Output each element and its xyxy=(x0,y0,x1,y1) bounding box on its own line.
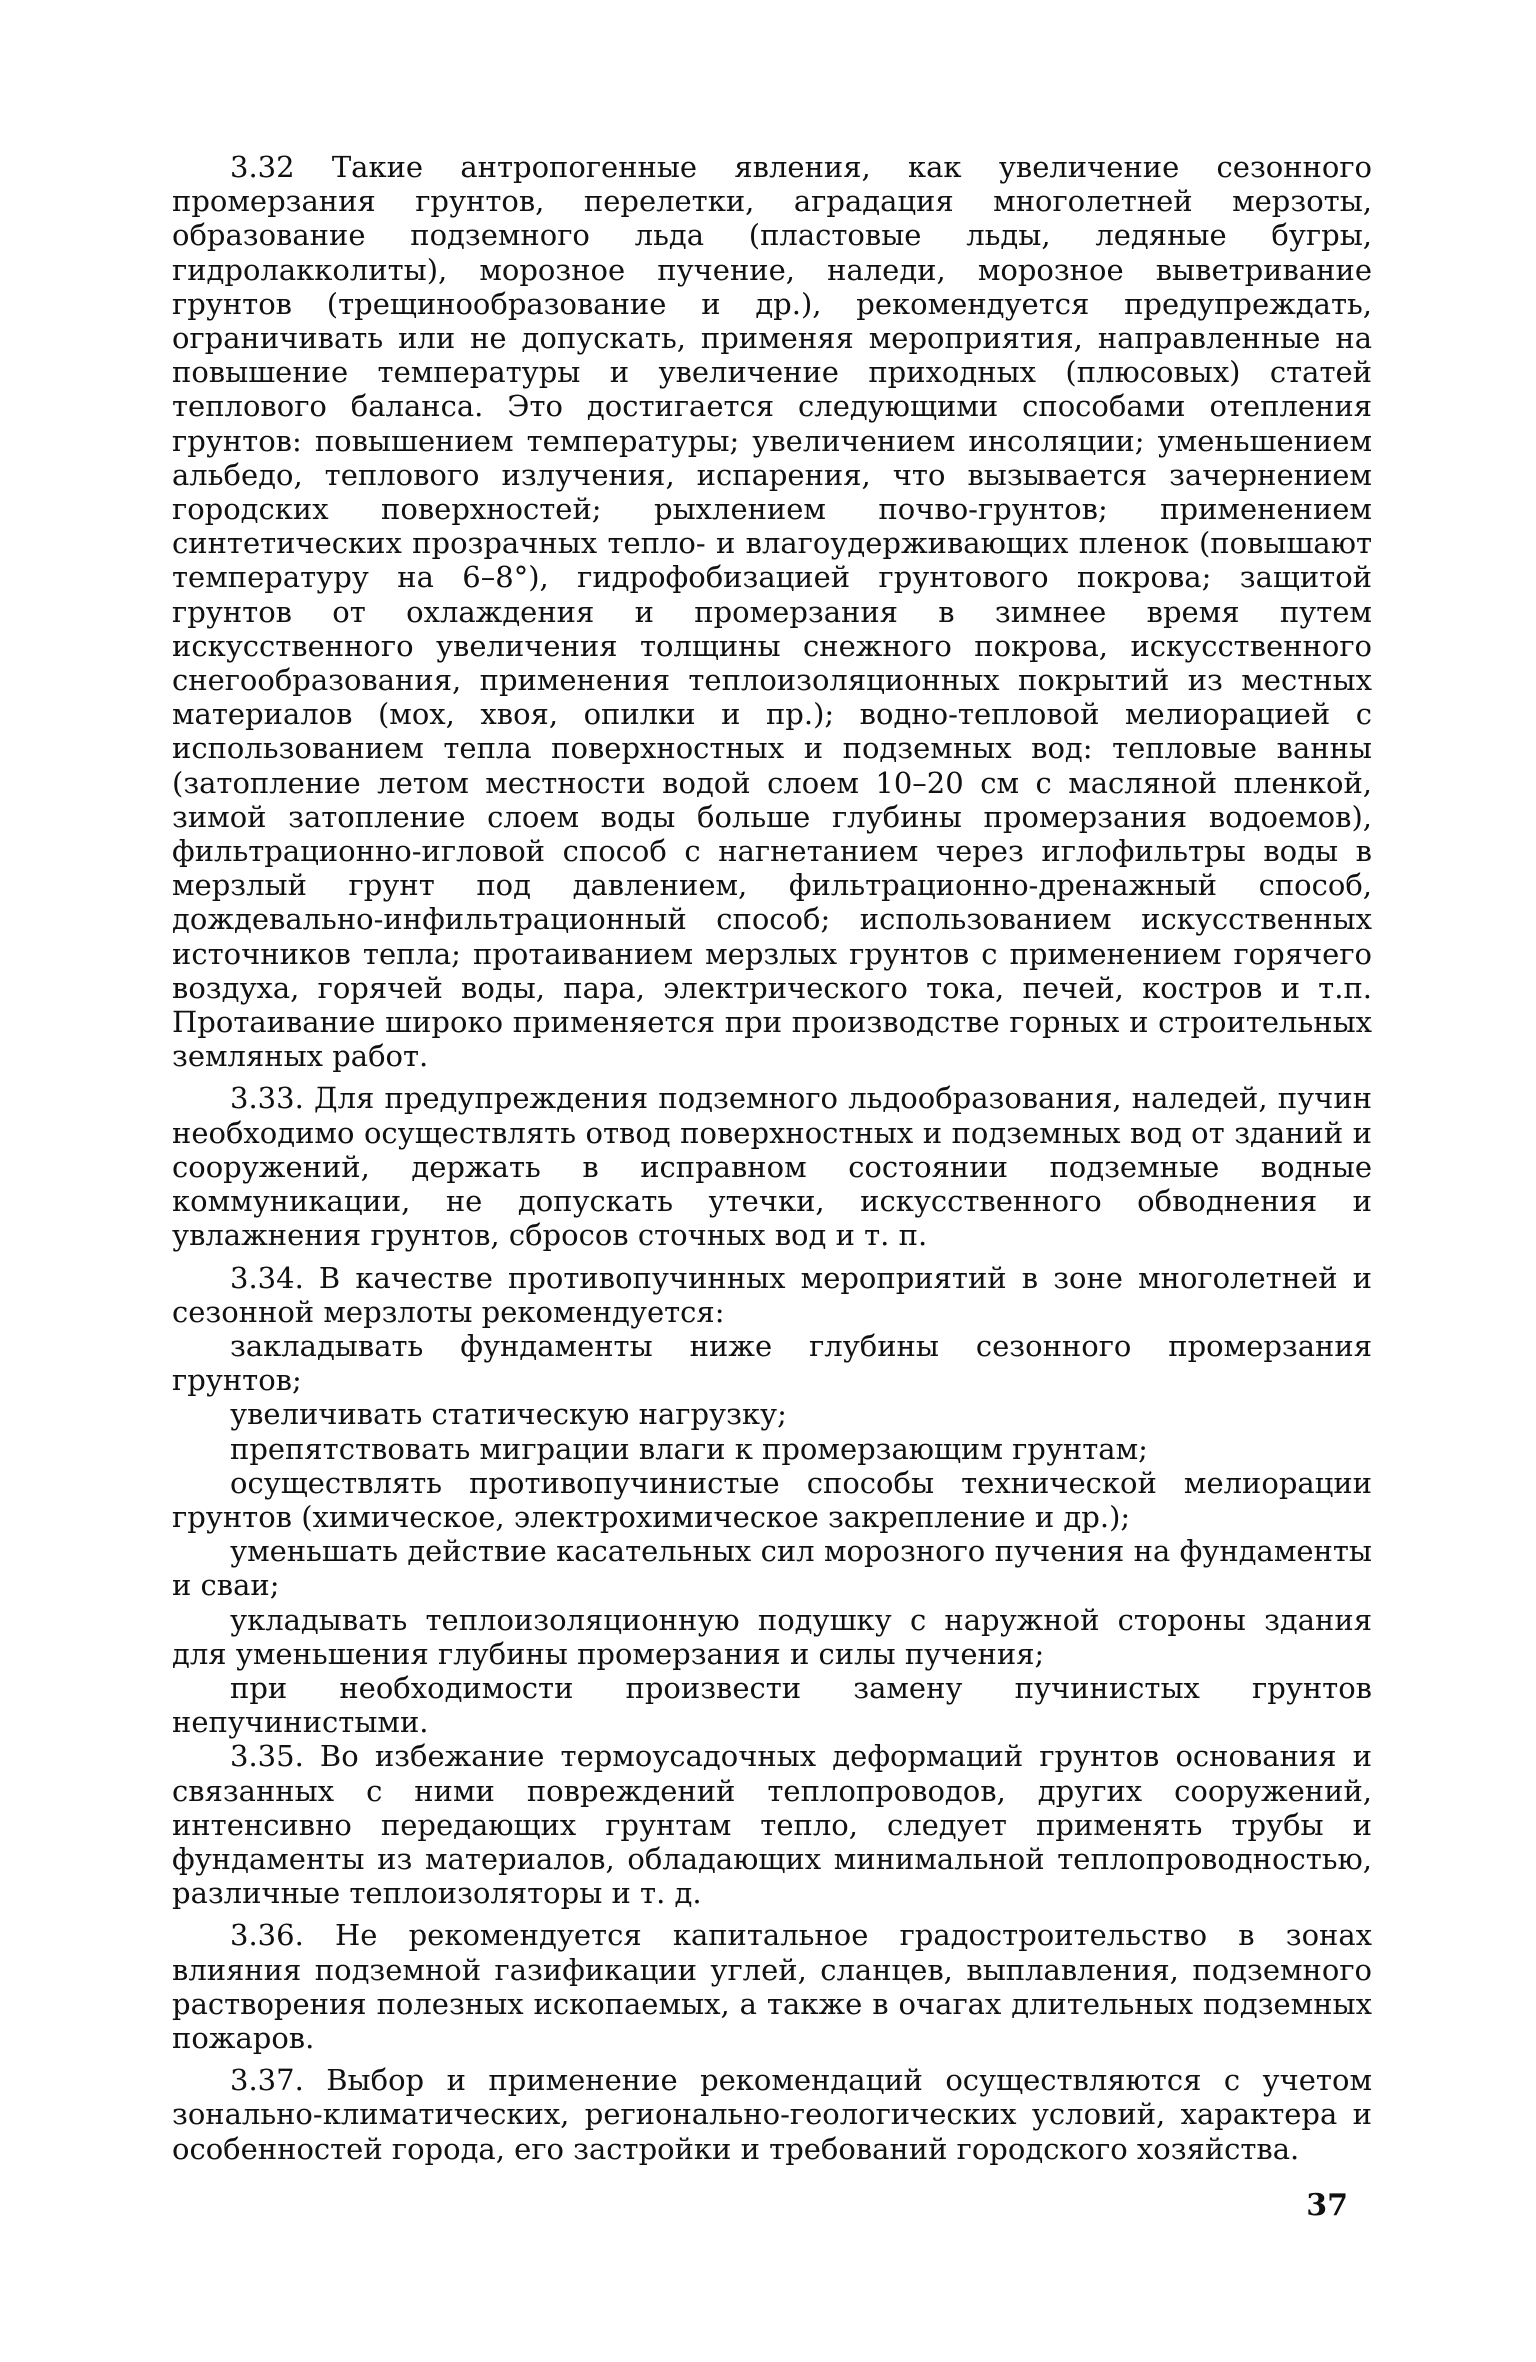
paragraph-3-36: 3.36. Не рекомендуется капитальное градостроительство в зонах влияния подземной газификации углей, сланцев, выплавления, подземного растворения полезных ископаемых, а также в очагах длительных подземных пожаров. xyxy=(172,1918,1372,2055)
paragraph-3-32: 3.32 Такие антропогенные явления, как увеличение сезонного промерзания грунтов, перелетки, аградация многолетней мерзоты, образование подземного льда (пластовые льды, ледяные бугры, гидролакколиты), морозное пучение, наледи, морозное выветривание грунтов (трещинообразование и др.), рекомендуется предупреждать, ограничивать или не допускать, применяя мероприятия, направленные на повышение температуры и увеличение приходных (плюсовых) статей теплового баланса. Это достигается следующими способами отепления грунтов: повышением температуры; увеличением инсоляции; уменьшением альбедо, теплового излучения, испарения, что вызывается зачернением городских поверхностей; рыхлением почво-грунтов; применением синтетических прозрачных тепло- и влагоудерживающих пленок (повышают температуру на 6–8°), гидрофобизацией грунтового покрова; защитой грунтов от охлаждения и промерзания в зимнее время путем искусственного увеличения толщины снежного покрова, искусственного снегообразования, применения теплоизоляционных покрытий из местных материалов (мох, хвоя, опилки и пр.); водно-тепловой мелиорацией с использованием тепла поверхностных и подземных вод: тепловые ванны (затопление летом местности водой слоем 10–20 см с масляной пленкой, зимой затопление слоем воды больше глубины промерзания водоемов), фильтрационно-игловой способ с нагнетанием через иглофильтры воды в мерзлый грунт под давлением, фильтрационно-дренажный способ, дождевально-инфильтрационный способ; использованием искусственных источников тепла; протаиванием мерзлых грунтов с применением горячего воздуха, горячей воды, пара, электрического тока, печей, костров и т.п. Протаивание широко применяется при производстве горных и строительных земляных работ. xyxy=(172,150,1372,1074)
paragraph-3-34: 3.34. В качестве противопучинных мероприятий в зоне многолетней и сезонной мерзлоты рекомендуется: xyxy=(172,1260,1372,1329)
list-item: осуществлять противопучинистые способы технической мелиорации грунтов (химическое, электрохимическое закрепление и др.); xyxy=(172,1465,1372,1534)
list-item: при необходимости произвести замену пучинистых грунтов непучинистыми. xyxy=(172,1670,1372,1740)
list-item: уменьшать действие касательных сил морозного пучения на фундаменты и сваи; xyxy=(172,1534,1372,1603)
list-item: закладывать фундаменты ниже глубины сезонного промерзания грунтов; xyxy=(172,1328,1372,1398)
paragraph-3-37: 3.37. Выбор и применение рекомендаций осуществляются с учетом зонально-климатических, регионально-геологических условий, характера и особенностей города, его застройки и требований городского хозяйства. xyxy=(172,2063,1372,2166)
list-item: укладывать теплоизоляционную подушку с наружной стороны здания для уменьшения глубины промерзания и силы пучения; xyxy=(172,1602,1372,1671)
paragraph-3-35: 3.35. Во избежание термоусадочных деформаций грунтов основания и связанных с ними повреждений теплопроводов, других сооружений, интенсивно передающих грунтам тепло, следует применять трубы и фундаменты из материалов, обладающих минимальной теплопроводностью, различные теплоизоляторы и т. д. xyxy=(172,1739,1372,1911)
page-number: 37 xyxy=(1306,2188,1348,2223)
paragraph-3-33: 3.33. Для предупреждения подземного льдообразования, наледей, пучин необходимо осуществлять отвод поверхностных и подземных вод от зданий и сооружений, держать в исправном состоянии подземные водные коммуникации, не допускать утечки, искусственного обводнения и увлажнения грунтов, сбросов сточных вод и т. п. xyxy=(172,1081,1372,1253)
document-page xyxy=(172,150,1372,2166)
list-item: увеличивать статическую нагрузку; xyxy=(230,1397,787,1432)
list-item: препятствовать миграции влаги к промерзающим грунтам; xyxy=(230,1431,1148,1466)
measures-list xyxy=(172,1329,1372,1739)
